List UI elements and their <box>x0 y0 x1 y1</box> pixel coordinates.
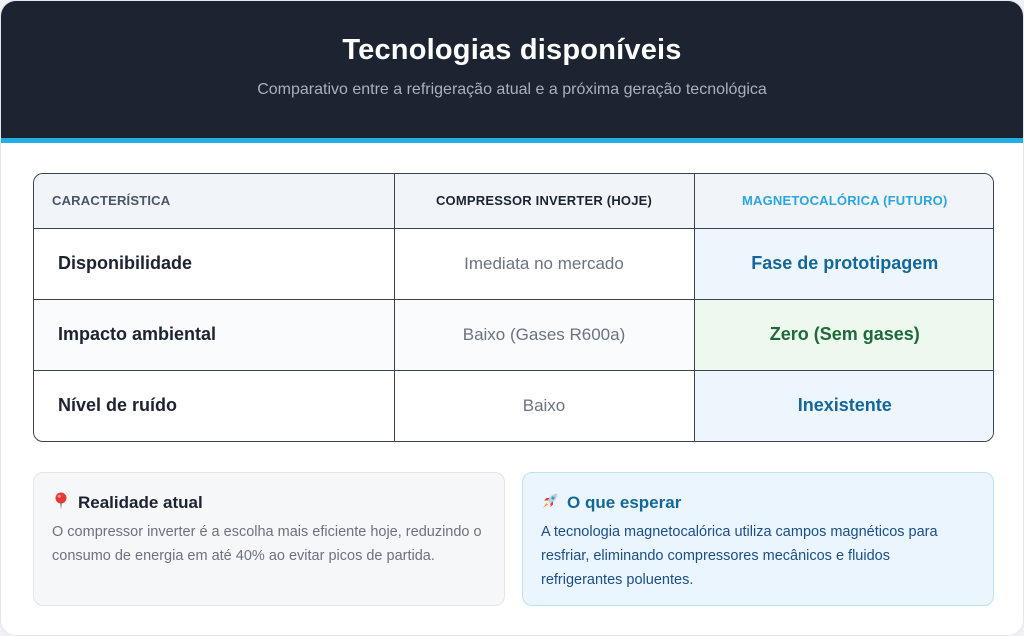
column-header-future: MAGNETOCALÓRICA (FUTURO) <box>694 174 994 228</box>
rocket-icon <box>541 492 559 514</box>
today-cell: Baixo (Gases R600a) <box>394 299 694 370</box>
future-cell: Zero (Sem gases) <box>694 299 994 370</box>
what-to-expect-box <box>522 472 994 606</box>
table-row <box>34 228 994 299</box>
what-to-expect-title: O que esperar <box>567 493 682 512</box>
future-cell: Fase de prototipagem <box>694 228 994 299</box>
feature-cell: Disponibilidade <box>34 228 394 299</box>
accent-bar <box>1 138 1023 143</box>
feature-cell: Nível de ruído <box>34 370 394 441</box>
column-header-feature: CARACTERÍSTICA <box>34 174 394 228</box>
future-cell: Inexistente <box>694 370 994 441</box>
pushpin-icon <box>52 492 70 514</box>
table-row <box>34 370 994 441</box>
current-reality-title: Realidade atual <box>78 493 203 512</box>
today-cell: Imediata no mercado <box>394 228 694 299</box>
what-to-expect-text: A tecnologia magnetocalórica utiliza campos magnéticos para resfriar, eliminando compressores mecânicos e fluidos refrigerantes poluentes. <box>541 524 938 588</box>
table-row <box>34 299 994 370</box>
current-reality-text: O compressor inverter é a escolha mais eficiente hoje, reduzindo o consumo de energia em até 40% ao evitar picos de partida. <box>52 524 482 564</box>
comparison-table <box>33 173 994 442</box>
page-title: Tecnologias disponíveis <box>342 34 682 66</box>
current-reality-box <box>33 472 505 606</box>
table-header-row <box>34 174 994 228</box>
header-banner <box>1 1 1023 138</box>
page-subtitle: Comparativo entre a refrigeração atual e a próxima geração tecnológica <box>257 81 767 98</box>
column-header-today: COMPRESSOR INVERTER (HOJE) <box>394 174 694 228</box>
today-cell: Baixo <box>394 370 694 441</box>
feature-cell: Impacto ambiental <box>34 299 394 370</box>
